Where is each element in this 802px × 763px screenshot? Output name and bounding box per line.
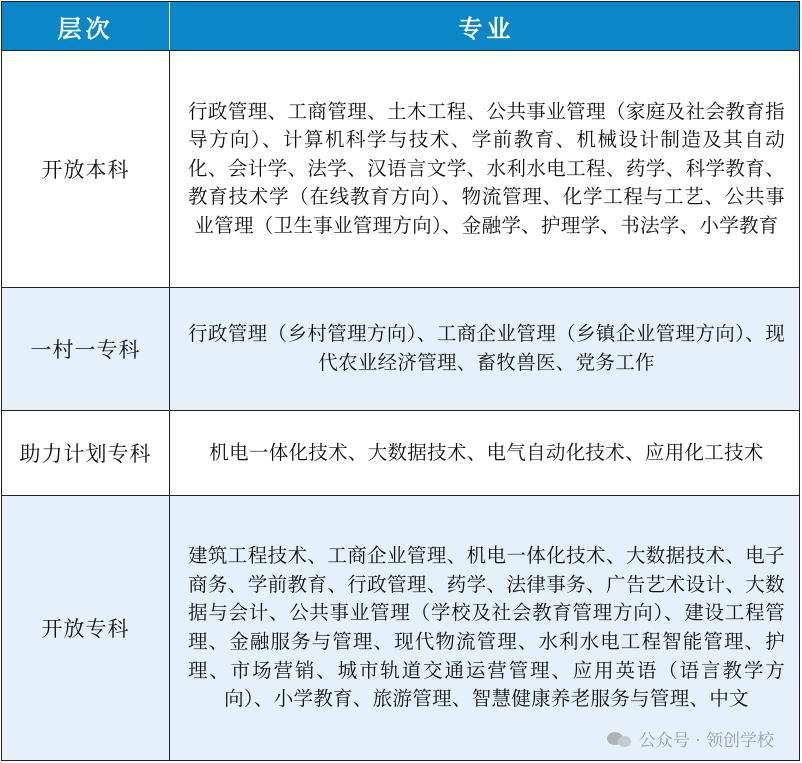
level-cell: 一村一专科: [2, 288, 170, 410]
majors-cell: [170, 496, 799, 760]
header-major: 专业: [458, 14, 515, 43]
header-level: 层次: [2, 2, 170, 50]
majors-cell: [170, 288, 799, 410]
majors-text: 建筑工程技术、工商企业管理、机电一体化技术、大数据技术、电子商务、学前教育、行政管理、药学、法律事务、广告艺术设计、大数据与会计、公共事业管理（学校及社会教育管理方向）、建设工程管理、金融服务与管理、现代物流管理、水利水电工程智能管理、护理、市场营销、城市轨道交通运营管理、应用英语（语言教学方向）、小学教育、旅游管理、智慧健康养老服务与管理、中文: [188, 544, 785, 711]
majors-text: 行政管理、工商管理、土木工程、公共事业管理（家庭及社会教育指导方向）、计算机科学与技术、学前教育、机械设计制造及其自动化、会计学、法学、汉语言文学、水利水电工程、药学、科学教育、教育技术学（在线教育方向）、物流管理、化学工程与工艺、公共事业管理（卫生事业管理方向）、金融学、护理学、书法学、小学教育: [188, 99, 785, 237]
watermark: [607, 726, 774, 751]
level-cell: 助力计划专科: [2, 411, 170, 495]
majors-text: 行政管理（乡村管理方向）、工商企业管理（乡镇企业管理方向）、现代农业经济管理、畜牧兽医、党务工作: [188, 322, 785, 374]
table-row: [2, 51, 799, 288]
wechat-icon: [607, 730, 633, 748]
level-cell: 开放专科: [2, 496, 170, 760]
table-header: [2, 2, 799, 51]
majors-text: 机电一体化技术、大数据技术、电气自动化技术、应用化工技术: [209, 440, 764, 464]
majors-cell: [170, 51, 799, 287]
majors-cell: [170, 411, 799, 495]
majors-table: [1, 1, 800, 761]
level-cell: 开放本科: [2, 51, 170, 287]
watermark-text: 公众号 · 领创学校: [638, 731, 774, 751]
table-row: [2, 496, 799, 760]
table-row: [2, 288, 799, 411]
table-row: [2, 411, 799, 496]
